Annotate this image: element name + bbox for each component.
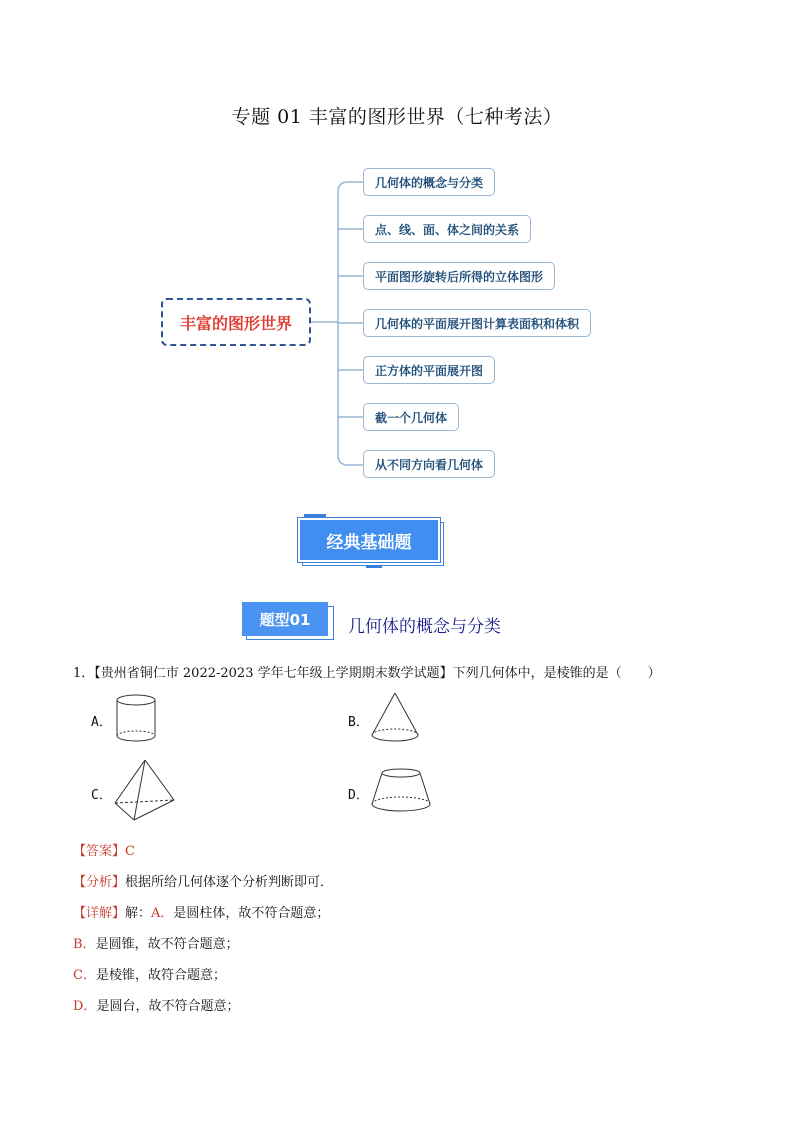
detail-line-1 [73,902,329,921]
question-stem: 下列几何体中，是棱锥的是（ ） [452,666,661,681]
option-b-label: B． [348,715,369,730]
analysis-tag: 【分析】 [73,875,126,890]
question-source: 【贵州省铜仁市 2022-2023 学年七年级上学期期末数学试题】 [94,666,453,681]
banner-accent-bottom [366,565,382,568]
pyramid-icon [112,758,178,824]
section-banner [298,514,446,566]
detail-line-2 [73,933,239,952]
mindmap-branch-3: 平面图形旋转后所得的立体图形 [363,262,555,290]
detail-tag: 【详解】 [73,906,126,921]
detail-option: A． [151,906,174,921]
detail-text: 是圆柱体，故不符合题意； [173,906,330,921]
banner-accent-top [304,514,326,517]
analysis-text: 根据所给几何体逐个分析判断即可． [125,875,334,890]
cone-icon [368,690,422,746]
mindmap-branch-1: 几何体的概念与分类 [363,168,495,196]
detail-text: 是圆台，故不符合题意； [96,999,240,1014]
answer-value: C [125,844,135,859]
detail-text: 是圆锥，故不符合题意； [95,937,239,952]
detail-line-4 [73,995,239,1014]
question-1 [73,662,661,681]
question-number: 1． [73,666,95,681]
mindmap-branch-6: 截一个几何体 [363,403,459,431]
cylinder-icon [112,692,160,744]
option-d-label: D． [348,788,369,803]
mindmap-branch-4: 几何体的平面展开图计算表面积和体积 [363,309,591,337]
detail-option: B． [73,937,96,952]
detail-line-3 [73,964,226,983]
option-a-label: A． [91,715,112,730]
option-c-label: C． [91,788,112,803]
mindmap-branch-5: 正方体的平面展开图 [363,356,495,384]
badge-label: 题型01 [242,602,328,636]
mindmap-branch-2: 点、线、面、体之间的关系 [363,215,531,243]
detail-prefix: 解： [125,906,152,921]
banner-label: 经典基础题 [298,518,440,562]
document-title: 专题 01 丰富的图形世界（七种考法） [231,106,563,128]
mindmap-root: 丰富的图形世界 [161,298,311,346]
answer-line [73,840,135,859]
analysis-line [73,871,333,890]
mindmap-branch-7: 从不同方向看几何体 [363,450,495,478]
detail-option: C． [73,968,96,983]
question-type-title: 几何体的概念与分类 [348,617,501,637]
frustum-icon [368,766,434,816]
answer-tag: 【答案】 [73,844,126,859]
detail-option: D． [73,999,97,1014]
question-type-badge [242,602,334,640]
detail-text: 是棱锥，故符合题意； [95,968,226,983]
